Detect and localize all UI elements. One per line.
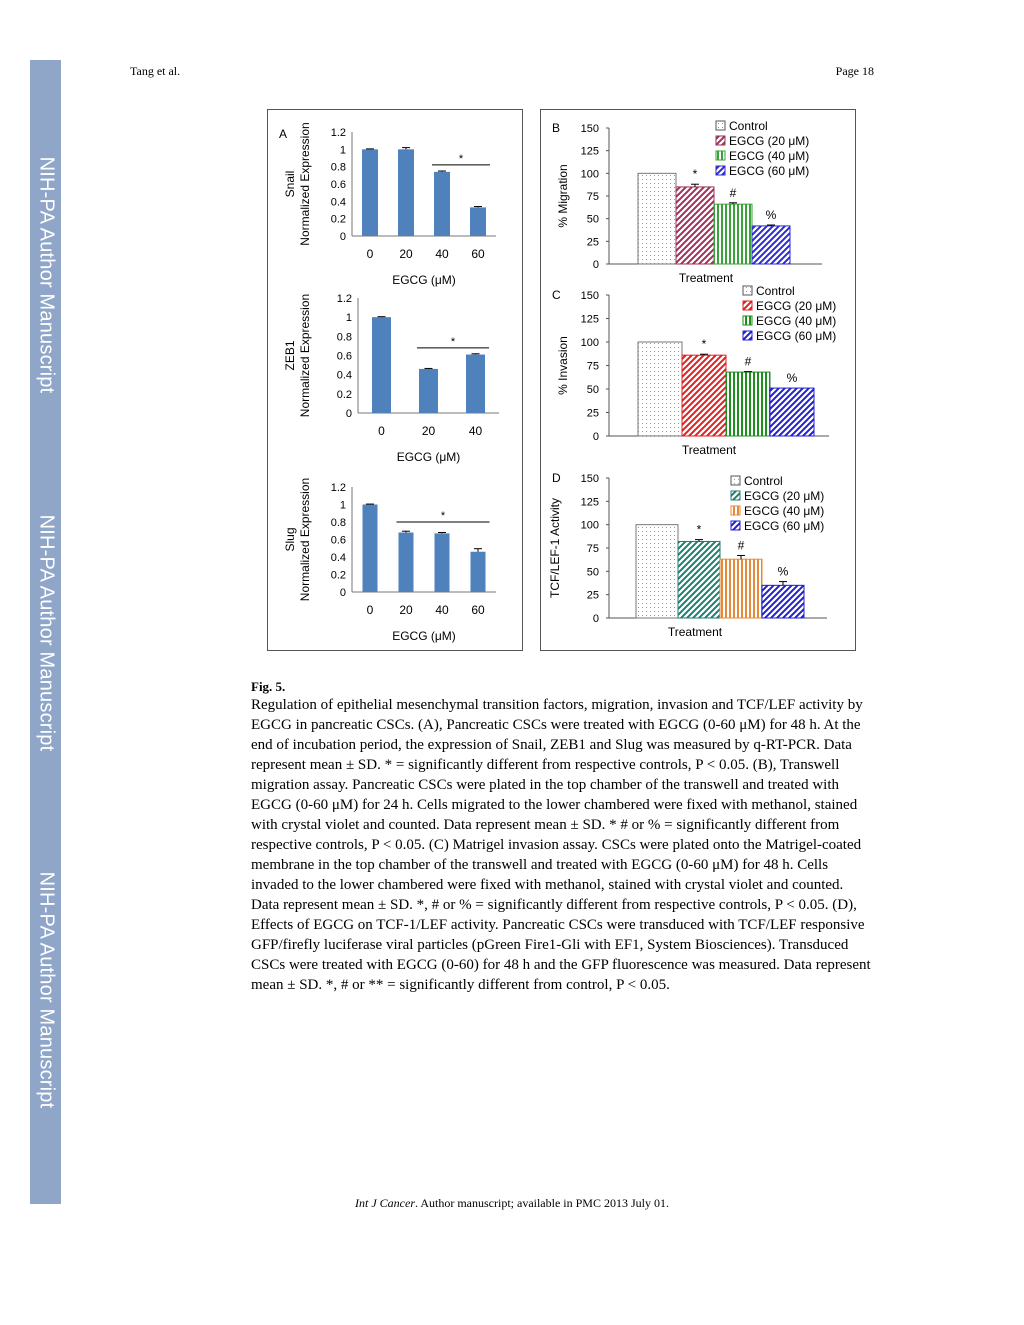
x-tick-label: 60 [471, 603, 485, 617]
y-tick-label: 75 [586, 543, 599, 555]
panel-letter: D [552, 471, 561, 485]
legend-swatch [743, 331, 752, 340]
bar [363, 505, 378, 593]
legend-entry: EGCG (40 μM) [744, 504, 825, 518]
panel-letter: C [552, 288, 561, 302]
x-axis-label: EGCG (μM) [392, 629, 456, 643]
y-tick-label: 0 [592, 431, 599, 443]
y-tick-label: 150 [580, 123, 599, 135]
y-axis-label: % Invasion [556, 336, 570, 395]
y-axis-label: % Migration [556, 164, 570, 228]
y-axis-label: Normalized Expression [298, 477, 312, 602]
legend-entry: Control [744, 474, 783, 488]
legend-entry: EGCG (60 μM) [729, 164, 810, 178]
x-tick-label: 40 [435, 603, 449, 617]
x-axis-label: Treatment [667, 625, 723, 639]
legend-swatch [731, 521, 740, 530]
legend-entry: EGCG (40 μM) [756, 314, 837, 328]
bar [362, 149, 378, 236]
bar [399, 533, 414, 593]
y-axis-label: Normalized Expression [298, 122, 312, 246]
y-tick-label: 0 [345, 408, 352, 420]
bar [398, 149, 414, 236]
panel-a-charts [268, 110, 522, 650]
y-tick-label: 0.6 [330, 179, 346, 191]
x-axis-label: Treatment [681, 443, 737, 457]
significance-marker: % [777, 564, 789, 579]
bar [470, 207, 486, 236]
y-tick-label: 0.2 [336, 388, 352, 401]
y-tick-label: 1.2 [330, 482, 346, 494]
y-tick-label: 25 [586, 236, 599, 249]
panel-bcd-frame [540, 109, 856, 651]
y-tick-label: 0.8 [336, 331, 352, 344]
y-tick-label: 125 [580, 496, 599, 509]
y-tick-label: 50 [586, 384, 599, 396]
y-axis-label: Slug [283, 527, 297, 552]
x-tick-label: 0 [378, 424, 385, 438]
significance-marker: # [729, 185, 737, 200]
side-banner-text-3: NIH-PA Author Manuscript [35, 871, 58, 1109]
bar [471, 552, 486, 592]
panel-bcd-charts [541, 110, 855, 650]
side-banner-text-2: NIH-PA Author Manuscript [35, 514, 58, 752]
y-tick-label: 0.4 [330, 196, 346, 209]
y-tick-label: 0 [339, 231, 346, 243]
significance-marker: * [701, 337, 707, 352]
legend-entry: EGCG (60 μM) [744, 519, 825, 533]
y-tick-label: 0.2 [330, 213, 346, 226]
page-number: Page 18 [835, 64, 874, 78]
legend-swatch [743, 301, 752, 310]
y-tick-label: 50 [586, 213, 599, 226]
legend-entry: EGCG (20 μM) [756, 299, 837, 313]
legend-entry: EGCG (20 μM) [744, 489, 825, 503]
significance-marker: * [450, 335, 456, 348]
x-axis-label: Treatment [678, 271, 734, 285]
x-axis-label: EGCG (μM) [392, 273, 456, 287]
y-tick-label: 0.2 [330, 569, 346, 582]
bar [434, 172, 450, 236]
y-tick-label: 0.4 [336, 369, 352, 382]
y-tick-label: 0.4 [330, 552, 346, 564]
legend-swatch [743, 316, 752, 325]
y-tick-label: 0.8 [330, 517, 346, 529]
legend-swatch [716, 166, 725, 175]
legend-swatch [716, 121, 725, 130]
bar [682, 355, 726, 436]
bar [419, 369, 438, 413]
footer-text: . Author manuscript; available in PMC 2013 July 01. [415, 1196, 669, 1210]
y-tick-label: 1 [345, 312, 352, 325]
y-axis-label: Normalized Expression [298, 293, 312, 418]
legend-swatch [743, 286, 752, 295]
bar [638, 342, 682, 436]
side-banner-text-1: NIH-PA Author Manuscript [35, 156, 58, 394]
y-tick-label: 125 [580, 313, 599, 326]
y-tick-label: 25 [586, 589, 599, 602]
y-tick-label: 0.8 [330, 161, 346, 174]
x-tick-label: 20 [399, 247, 413, 261]
bar [770, 388, 814, 436]
significance-marker: * [696, 522, 702, 537]
footer-journal: Int J Cancer [355, 1196, 415, 1210]
bar [762, 585, 804, 618]
x-tick-label: 0 [366, 247, 374, 261]
y-tick-label: 150 [580, 290, 599, 302]
bar [676, 187, 714, 264]
bar [466, 355, 485, 413]
legend-swatch [731, 506, 740, 515]
y-tick-label: 1.2 [330, 127, 346, 139]
x-tick-label: 40 [435, 247, 449, 261]
y-tick-label: 100 [580, 337, 599, 349]
bar [372, 317, 391, 413]
bar [435, 533, 450, 592]
y-tick-label: 125 [580, 145, 599, 158]
x-tick-label: 20 [421, 424, 436, 438]
y-tick-label: 0.6 [330, 534, 346, 547]
panel-letter: B [552, 121, 561, 135]
x-tick-label: 20 [399, 603, 413, 617]
y-tick-label: 1 [339, 144, 346, 157]
y-tick-label: 50 [586, 566, 599, 579]
bar [638, 173, 676, 264]
legend-swatch [716, 151, 725, 160]
legend-entry: EGCG (60 μM) [756, 329, 837, 343]
significance-marker: * [692, 167, 698, 182]
legend-swatch [716, 136, 725, 145]
x-tick-label: 40 [468, 424, 483, 438]
y-tick-label: 150 [580, 473, 599, 485]
legend-entry: EGCG (40 μM) [729, 149, 810, 163]
panel-a-frame [267, 109, 523, 651]
y-tick-label: 100 [580, 168, 599, 181]
panel-letter: A [279, 127, 288, 141]
bar [714, 204, 752, 264]
running-head-authors: Tang et al. [130, 64, 181, 78]
figure-label: Fig. 5. [251, 679, 286, 694]
y-axis-label: ZEB1 [283, 340, 297, 371]
significance-marker: % [765, 208, 777, 223]
y-tick-label: 0 [592, 259, 599, 271]
bar [726, 372, 770, 436]
x-axis-label: EGCG (μM) [396, 450, 461, 464]
y-tick-label: 75 [586, 191, 599, 203]
y-tick-label: 0 [339, 587, 346, 599]
footer [0, 1196, 1024, 1211]
legend-entry: EGCG (20 μM) [729, 134, 810, 148]
y-axis-label: TCF/LEF-1 Activity [548, 497, 562, 599]
bar [636, 525, 678, 618]
y-tick-label: 0 [592, 613, 599, 625]
legend-entry: Control [729, 119, 768, 133]
y-axis-label: Snail [283, 170, 297, 198]
significance-marker: * [440, 510, 446, 522]
legend-swatch [731, 476, 740, 485]
y-tick-label: 75 [586, 360, 599, 373]
y-tick-label: 1 [339, 499, 346, 512]
figure-caption: Regulation of epithelial mesenchymal transition factors, migration, invasion and TCF/LEF activity by EGCG in pancreatic CSCs. (A), Pancreatic CSCs were treated with EGCG (0-60 μM) for 48 h. At the end of incubation period, the expression of Snail, ZEB1 and Slug was measured by q-RT-PCR. Data represent mean ± SD. * = significantly different from respective controls, P < 0.05. (B), Transwell migration assay. Pancreatic CSCs were plated in the top chamber of the transwell and treated with EGCG (0-60 μM) for 24 h. Cells migrated to the lower chambered were fixed with methanol, stained with crystal violet and counted. Data represent mean ± SD. * # or % = significantly different from respective controls, P < 0.05. (C) Matrigel invasion assay. CSCs were plated onto the Matrigel-coated membrane in the top chamber of the transwell and treated with EGCG (0-60 μM) for 48 h. Cells invaded to the lower chambered were fixed with methanol, stained with crystal violet and counted. Data represent mean ± SD. *, # or % = significantly different from respective controls, P < 0.05. (D), Effects of EGCG on TCF-1/LEF activity. Pancreatic CSCs were transduced with TCF/LEF responsive GFP/firefly luciferase viral particles (pGreen Fire1-Gli with EF1, System Biosciences). Transduced CSCs were treated with EGCG (0-60) for 48 h and the GFP fluorescence was measured. Data represent mean ± SD. *, # or ** = significantly different from control, P < 0.05. [251, 697, 871, 993]
y-tick-label: 25 [586, 407, 599, 420]
bar [678, 541, 720, 618]
significance-marker: # [744, 354, 752, 369]
significance-marker: % [786, 371, 798, 386]
significance-marker: # [737, 538, 745, 553]
y-tick-label: 0.6 [336, 350, 352, 363]
x-tick-label: 60 [471, 247, 485, 261]
legend-swatch [731, 491, 740, 500]
x-tick-label: 0 [366, 603, 374, 617]
y-tick-label: 1.2 [336, 293, 352, 305]
legend-entry: Control [756, 284, 795, 298]
significance-marker: * [458, 152, 464, 165]
y-tick-label: 100 [580, 519, 599, 532]
bar [752, 226, 790, 264]
bar [720, 559, 762, 618]
